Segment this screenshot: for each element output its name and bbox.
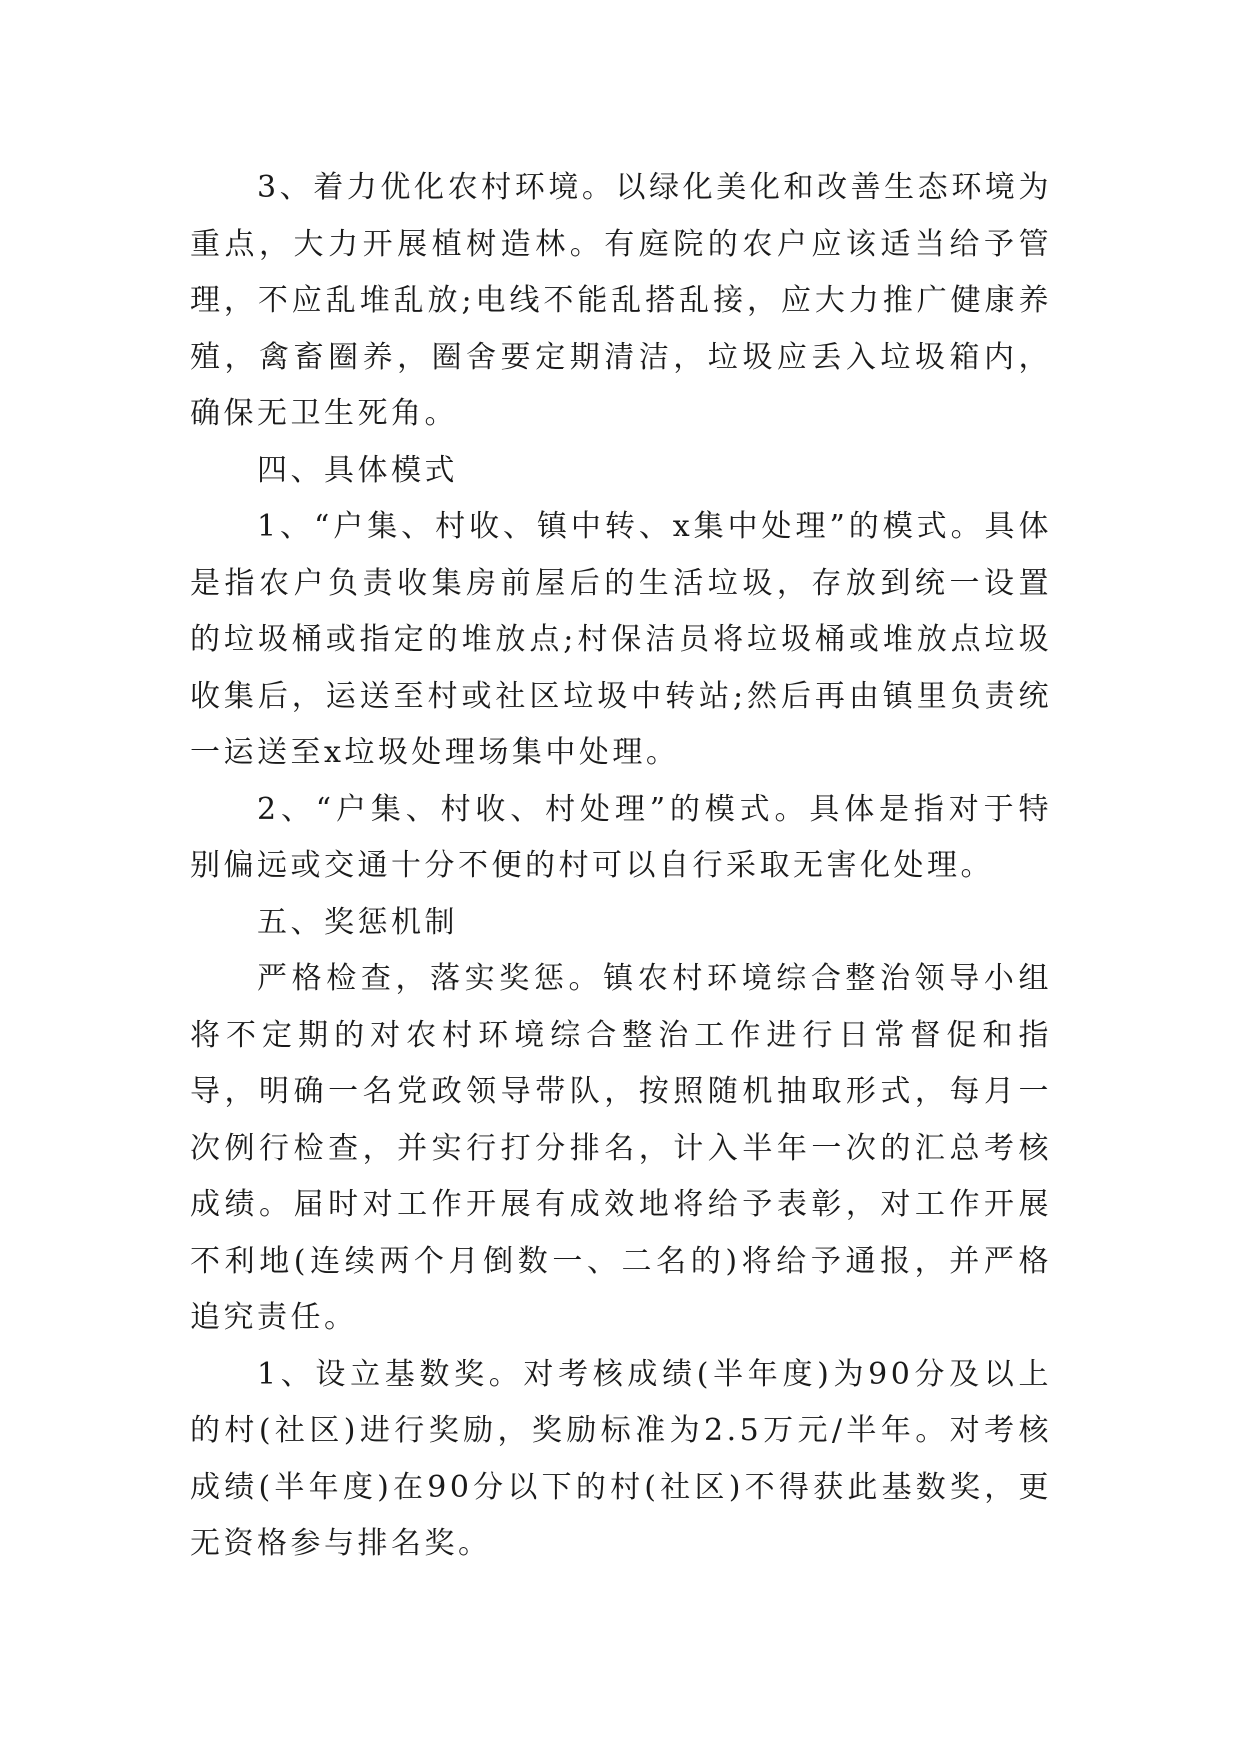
document-page (190, 160, 1052, 1573)
paragraph-model-two: 2、“户集、村收、村处理”的模式。具体是指对于特别偏远或交通十分不便的村可以自行采取无害化处理。 (190, 791, 1052, 883)
section-heading-specific-model: 四、具体模式 (257, 452, 458, 488)
section-heading-reward-penalty: 五、奖惩机制 (257, 904, 458, 940)
paragraph-model-one: 1、“户集、村收、镇中转、x集中处理”的模式。具体是指农户负责收集房前屋后的生活垃圾，存放到统一设置的垃圾桶或指定的堆放点;村保洁员将垃圾桶或堆放点垃圾收集后，运送至村或社区垃圾中转站;然后再由镇里负责统一运送至x垃圾处理场集中处理。 (190, 509, 1052, 770)
paragraph-base-award: 1、设立基数奖。对考核成绩(半年度)为90分及以上的村(社区)进行奖励，奖励标准为2.5万元/半年。对考核成绩(半年度)在90分以下的村(社区)不得获此基数奖，更无资格参与排名奖。 (190, 1356, 1052, 1561)
paragraph-inspection: 严格检查，落实奖惩。镇农村环境综合整治领导小组将不定期的对农村环境综合整治工作进行日常督促和指导，明确一名党政领导带队，按照随机抽取形式，每月一次例行检查，并实行打分排名，计入半年一次的汇总考核成绩。届时对工作开展有成效地将给予表彰，对工作开展不利地(连续两个月倒数一、二名的)将给予通报，并严格追究责任。 (190, 961, 1052, 1335)
paragraph-environment-optimization: 3、着力优化农村环境。以绿化美化和改善生态环境为重点，大力开展植树造林。有庭院的农户应该适当给予管理，不应乱堆乱放;电线不能乱搭乱接，应大力推广健康养殖，禽畜圈养，圈舍要定期清洁，垃圾应丢入垃圾箱内，确保无卫生死角。 (190, 170, 1052, 431)
